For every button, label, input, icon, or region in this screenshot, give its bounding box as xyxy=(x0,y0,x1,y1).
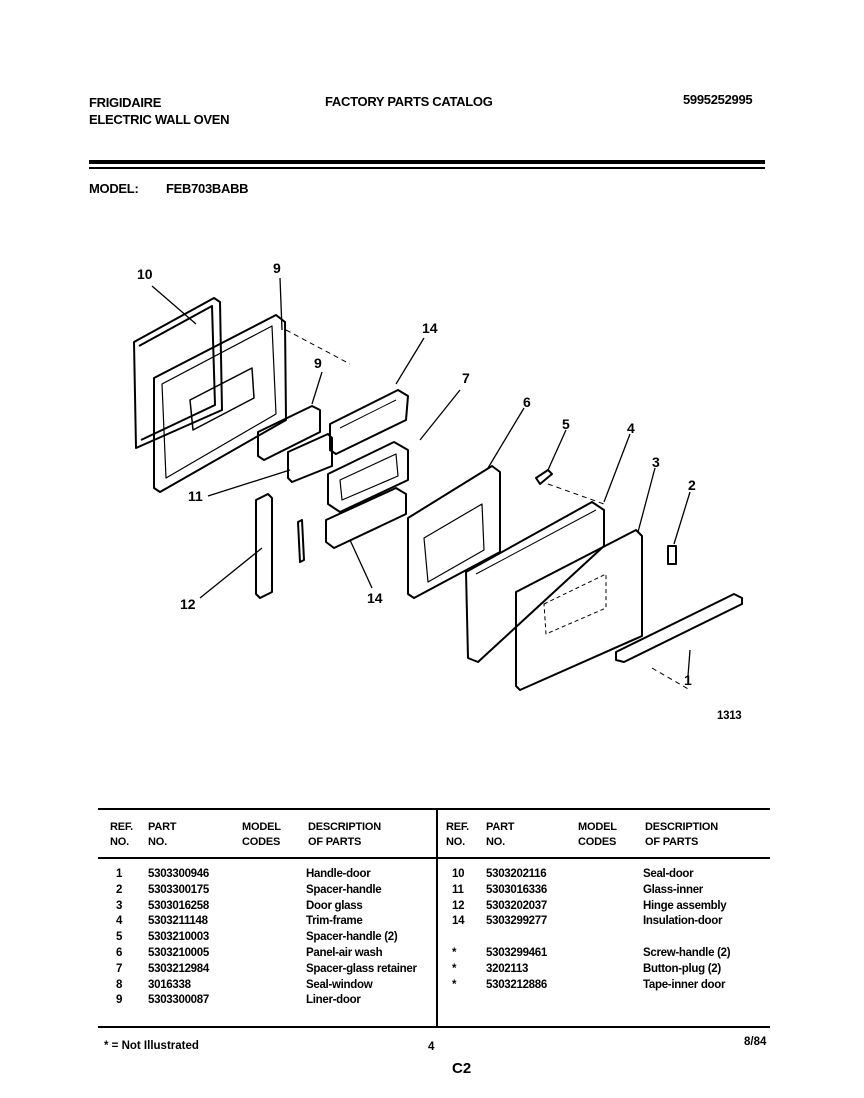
ref-number: 3 xyxy=(116,899,123,912)
part-number: 5303300946 xyxy=(148,868,209,880)
table-bottom-rule xyxy=(98,1026,770,1028)
left-part-no-header: PART NO. xyxy=(148,821,177,848)
callout-14: 14 xyxy=(422,320,438,336)
part-number: 3016338 xyxy=(148,978,191,991)
callout-10: 10 xyxy=(137,266,153,282)
part-number: 5303300175 xyxy=(148,883,209,896)
ref-number: 14 xyxy=(452,915,465,928)
callout-1: 1 xyxy=(684,672,692,688)
ref-number: 11 xyxy=(452,883,464,896)
ref-number: 4 xyxy=(116,915,123,928)
section-code: C2 xyxy=(452,1060,472,1077)
part-description: Liner-door xyxy=(306,994,361,1007)
ref-number: 10 xyxy=(452,868,465,880)
model-number: FEB703BABB xyxy=(166,181,249,196)
left-model-codes-header: MODEL CODES xyxy=(242,821,281,848)
callout-6: 6 xyxy=(523,394,531,410)
part-number: 5303299277 xyxy=(486,915,547,928)
callout-2: 2 xyxy=(688,477,696,493)
part-description: Spacer-handle xyxy=(306,883,382,896)
button-plug-part xyxy=(668,546,676,564)
part-description: Trim-frame xyxy=(306,915,363,928)
part-description: Spacer-glass retainer xyxy=(306,962,417,975)
panel-air-wash-part xyxy=(408,466,500,598)
callout-9: 9 xyxy=(314,355,322,371)
right-model-codes-header: MODEL CODES xyxy=(578,821,617,848)
seal-door-part xyxy=(134,298,222,448)
catalog-title: FACTORY PARTS CATALOG xyxy=(325,94,493,109)
callout-5: 5 xyxy=(562,416,570,432)
callout-14: 14 xyxy=(367,590,383,606)
part-description: Hinge assembly xyxy=(643,899,727,912)
part-description: Tape-inner door xyxy=(643,978,726,991)
callout-9: 9 xyxy=(273,260,281,276)
callout-12: 12 xyxy=(180,596,196,612)
part-description: Screw-handle (2) xyxy=(643,947,731,959)
spacer-handle-part xyxy=(536,470,552,484)
part-description: Insulation-door xyxy=(643,915,723,928)
insulation-door-lower-part xyxy=(326,488,406,548)
left-ref-no-header: REF. NO. xyxy=(110,821,134,848)
ref-number: 5 xyxy=(116,931,123,944)
ref-number: 6 xyxy=(116,947,123,959)
part-number: 5303211148 xyxy=(148,915,208,928)
callout-3: 3 xyxy=(652,454,660,470)
table-column-divider xyxy=(436,808,438,1026)
part-description: Glass-inner xyxy=(643,883,703,896)
right-ref-no-header: REF. NO. xyxy=(446,821,470,848)
not-illustrated-note: * = Not Illustrated xyxy=(104,1040,199,1052)
ref-number: * xyxy=(452,947,457,959)
part-description: Seal-window xyxy=(306,978,373,991)
table-header-rule xyxy=(98,857,770,859)
part-description: Handle-door xyxy=(306,868,371,880)
part-number: 5303016258 xyxy=(148,899,209,912)
part-number: 5303202037 xyxy=(486,899,547,912)
part-description: Spacer-handle (2) xyxy=(306,931,398,944)
part-description: Panel-air wash xyxy=(306,947,383,959)
right-part-no-header: PART NO. xyxy=(486,821,515,848)
ref-number: 2 xyxy=(116,883,123,896)
part-number: 5303212886 xyxy=(486,978,547,991)
model-label: MODEL: xyxy=(89,181,139,196)
hinge-assembly-part xyxy=(256,494,304,598)
callout-11: 11 xyxy=(188,488,203,504)
table-top-rule xyxy=(98,808,770,810)
ref-number: 1 xyxy=(116,868,123,880)
figure-number: 1313 xyxy=(717,710,742,722)
part-description: Door glass xyxy=(306,899,363,912)
print-date: 8/84 xyxy=(744,1036,767,1048)
part-number: 5303210005 xyxy=(148,947,209,959)
part-number: 5303300087 xyxy=(148,994,209,1007)
page-number: 4 xyxy=(428,1041,435,1053)
ref-number: 8 xyxy=(116,978,123,991)
part-number: 5303016336 xyxy=(486,883,547,896)
ref-number: 7 xyxy=(116,962,123,975)
part-description: Button-plug (2) xyxy=(643,962,721,975)
left-description-header: DESCRIPTION OF PARTS xyxy=(308,821,381,848)
callout-4: 4 xyxy=(627,420,635,436)
brand-name: FRIGIDAIRE xyxy=(89,95,162,110)
ref-number: * xyxy=(452,978,457,991)
ref-number: 12 xyxy=(452,899,465,912)
product-name: ELECTRIC WALL OVEN xyxy=(89,112,230,127)
part-description: Seal-door xyxy=(643,868,694,880)
part-number: 5303299461 xyxy=(486,947,547,959)
part-number: 5303212984 xyxy=(148,962,209,975)
part-number: 5303202116 xyxy=(486,868,547,880)
ref-number: 9 xyxy=(116,994,123,1007)
callout-7: 7 xyxy=(462,370,470,386)
right-description-header: DESCRIPTION OF PARTS xyxy=(645,821,718,848)
part-number: 5303210003 xyxy=(148,931,209,944)
catalog-number: 5995252995 xyxy=(683,92,753,107)
handle-door-part xyxy=(616,594,742,662)
part-number: 3202113 xyxy=(486,962,529,975)
ref-number: * xyxy=(452,962,457,975)
